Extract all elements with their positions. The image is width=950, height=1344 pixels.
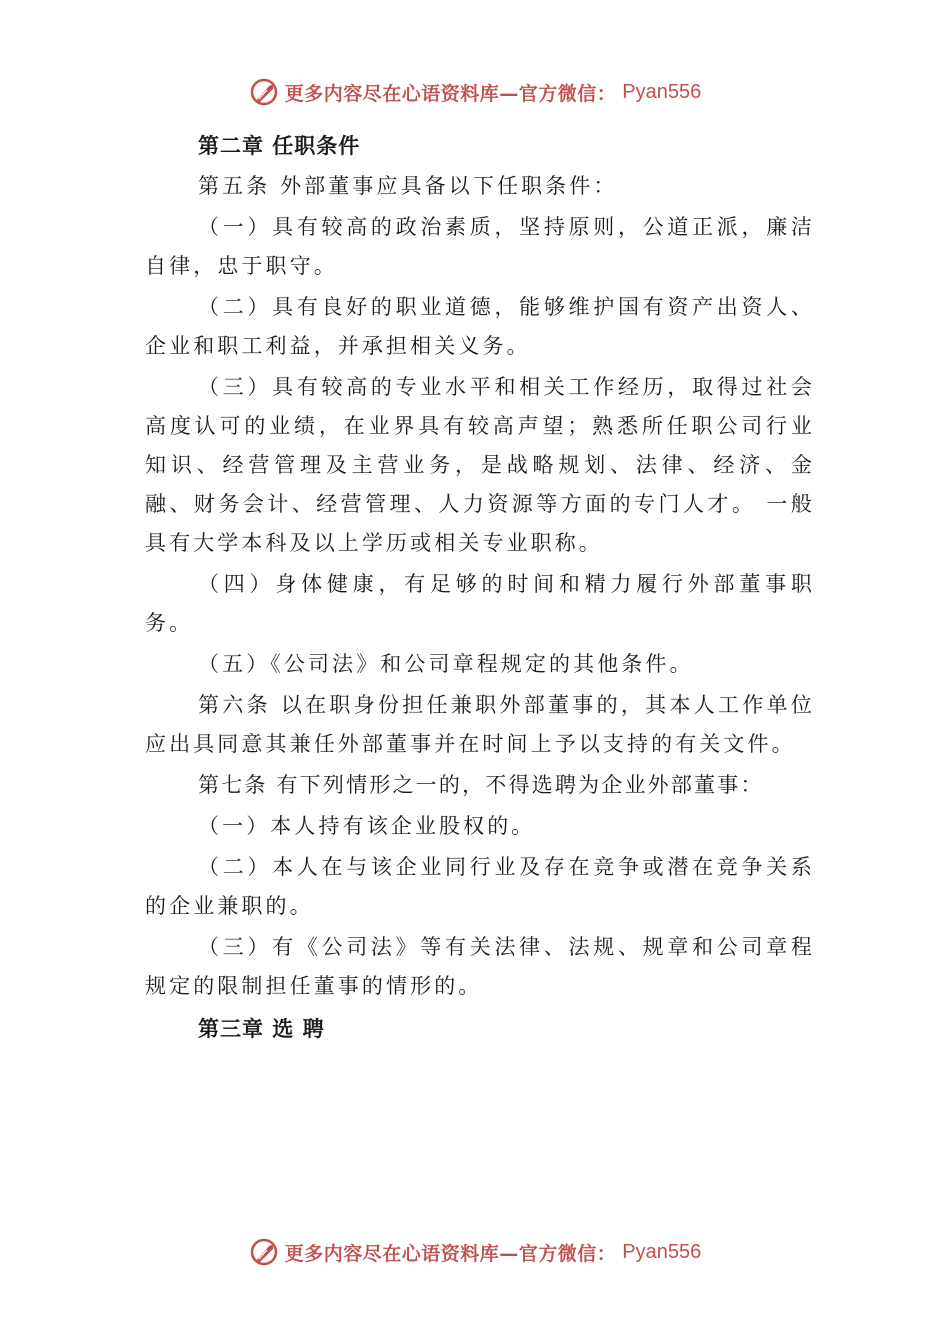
quill-circle-logo-icon: [249, 77, 279, 107]
article-5-item-5: （五）《公司法》和公司章程规定的其他条件。: [198, 652, 694, 676]
article-7-item-3: （三）有《公司法》等有关法律、法规、规章和公司章程规定的限制担任董事的情形的。: [145, 935, 815, 998]
article-5-item-3: （三）具有较高的专业水平和相关工作经历，取得过社会高度认可的业绩，在业界具有较高声望；熟悉所任职公司行业知识、经营管理及主营业务，是战略规划、法律、经济、金融、财务会计、经营管理、人力资源等方面的专门人才。 一般具有大学本科及以上学历或相关专业职称。: [145, 375, 815, 555]
article-5-item-2: （二）具有良好的职业道德，能够维护国有资产出资人、企业和职工利益，并承担相关义务。: [145, 295, 815, 358]
document-body: [145, 125, 815, 1050]
watermark-header: [0, 72, 950, 112]
article-5-item-1: （一）具有较高的政治素质，坚持原则，公道正派，廉洁自律，忠于职守。: [145, 215, 815, 278]
article-7-intro: 第七条 有下列情形之一的，不得选聘为企业外部董事：: [198, 773, 764, 797]
watermark-handle: Pyan556: [622, 1240, 702, 1263]
watermark-text: 更多内容尽在心语资料库—官方微信：: [284, 82, 617, 105]
article-5-intro: 第五条 外部董事应具备以下任职条件：: [198, 174, 618, 198]
quill-circle-logo-icon: [249, 1237, 279, 1267]
watermark-text: 更多内容尽在心语资料库—官方微信：: [284, 1242, 617, 1265]
article-6: 第六条 以在职身份担任兼职外部董事的，其本人工作单位应出具同意其兼任外部董事并在时间上予以支持的有关文件。: [145, 693, 815, 756]
watermark-handle: Pyan556: [622, 80, 702, 103]
chapter-3-heading: 第三章 选 聘: [198, 1017, 325, 1041]
chapter-2-heading: 第二章 任职条件: [198, 134, 361, 158]
article-5-item-4: （四）身体健康，有足够的时间和精力履行外部董事职务。: [145, 572, 815, 635]
article-7-item-1: （一）本人持有该企业股权的。: [198, 814, 536, 838]
watermark-footer: [0, 1232, 950, 1272]
article-7-item-2: （二）本人在与该企业同行业及存在竞争或潜在竞争关系的企业兼职的。: [145, 855, 815, 918]
